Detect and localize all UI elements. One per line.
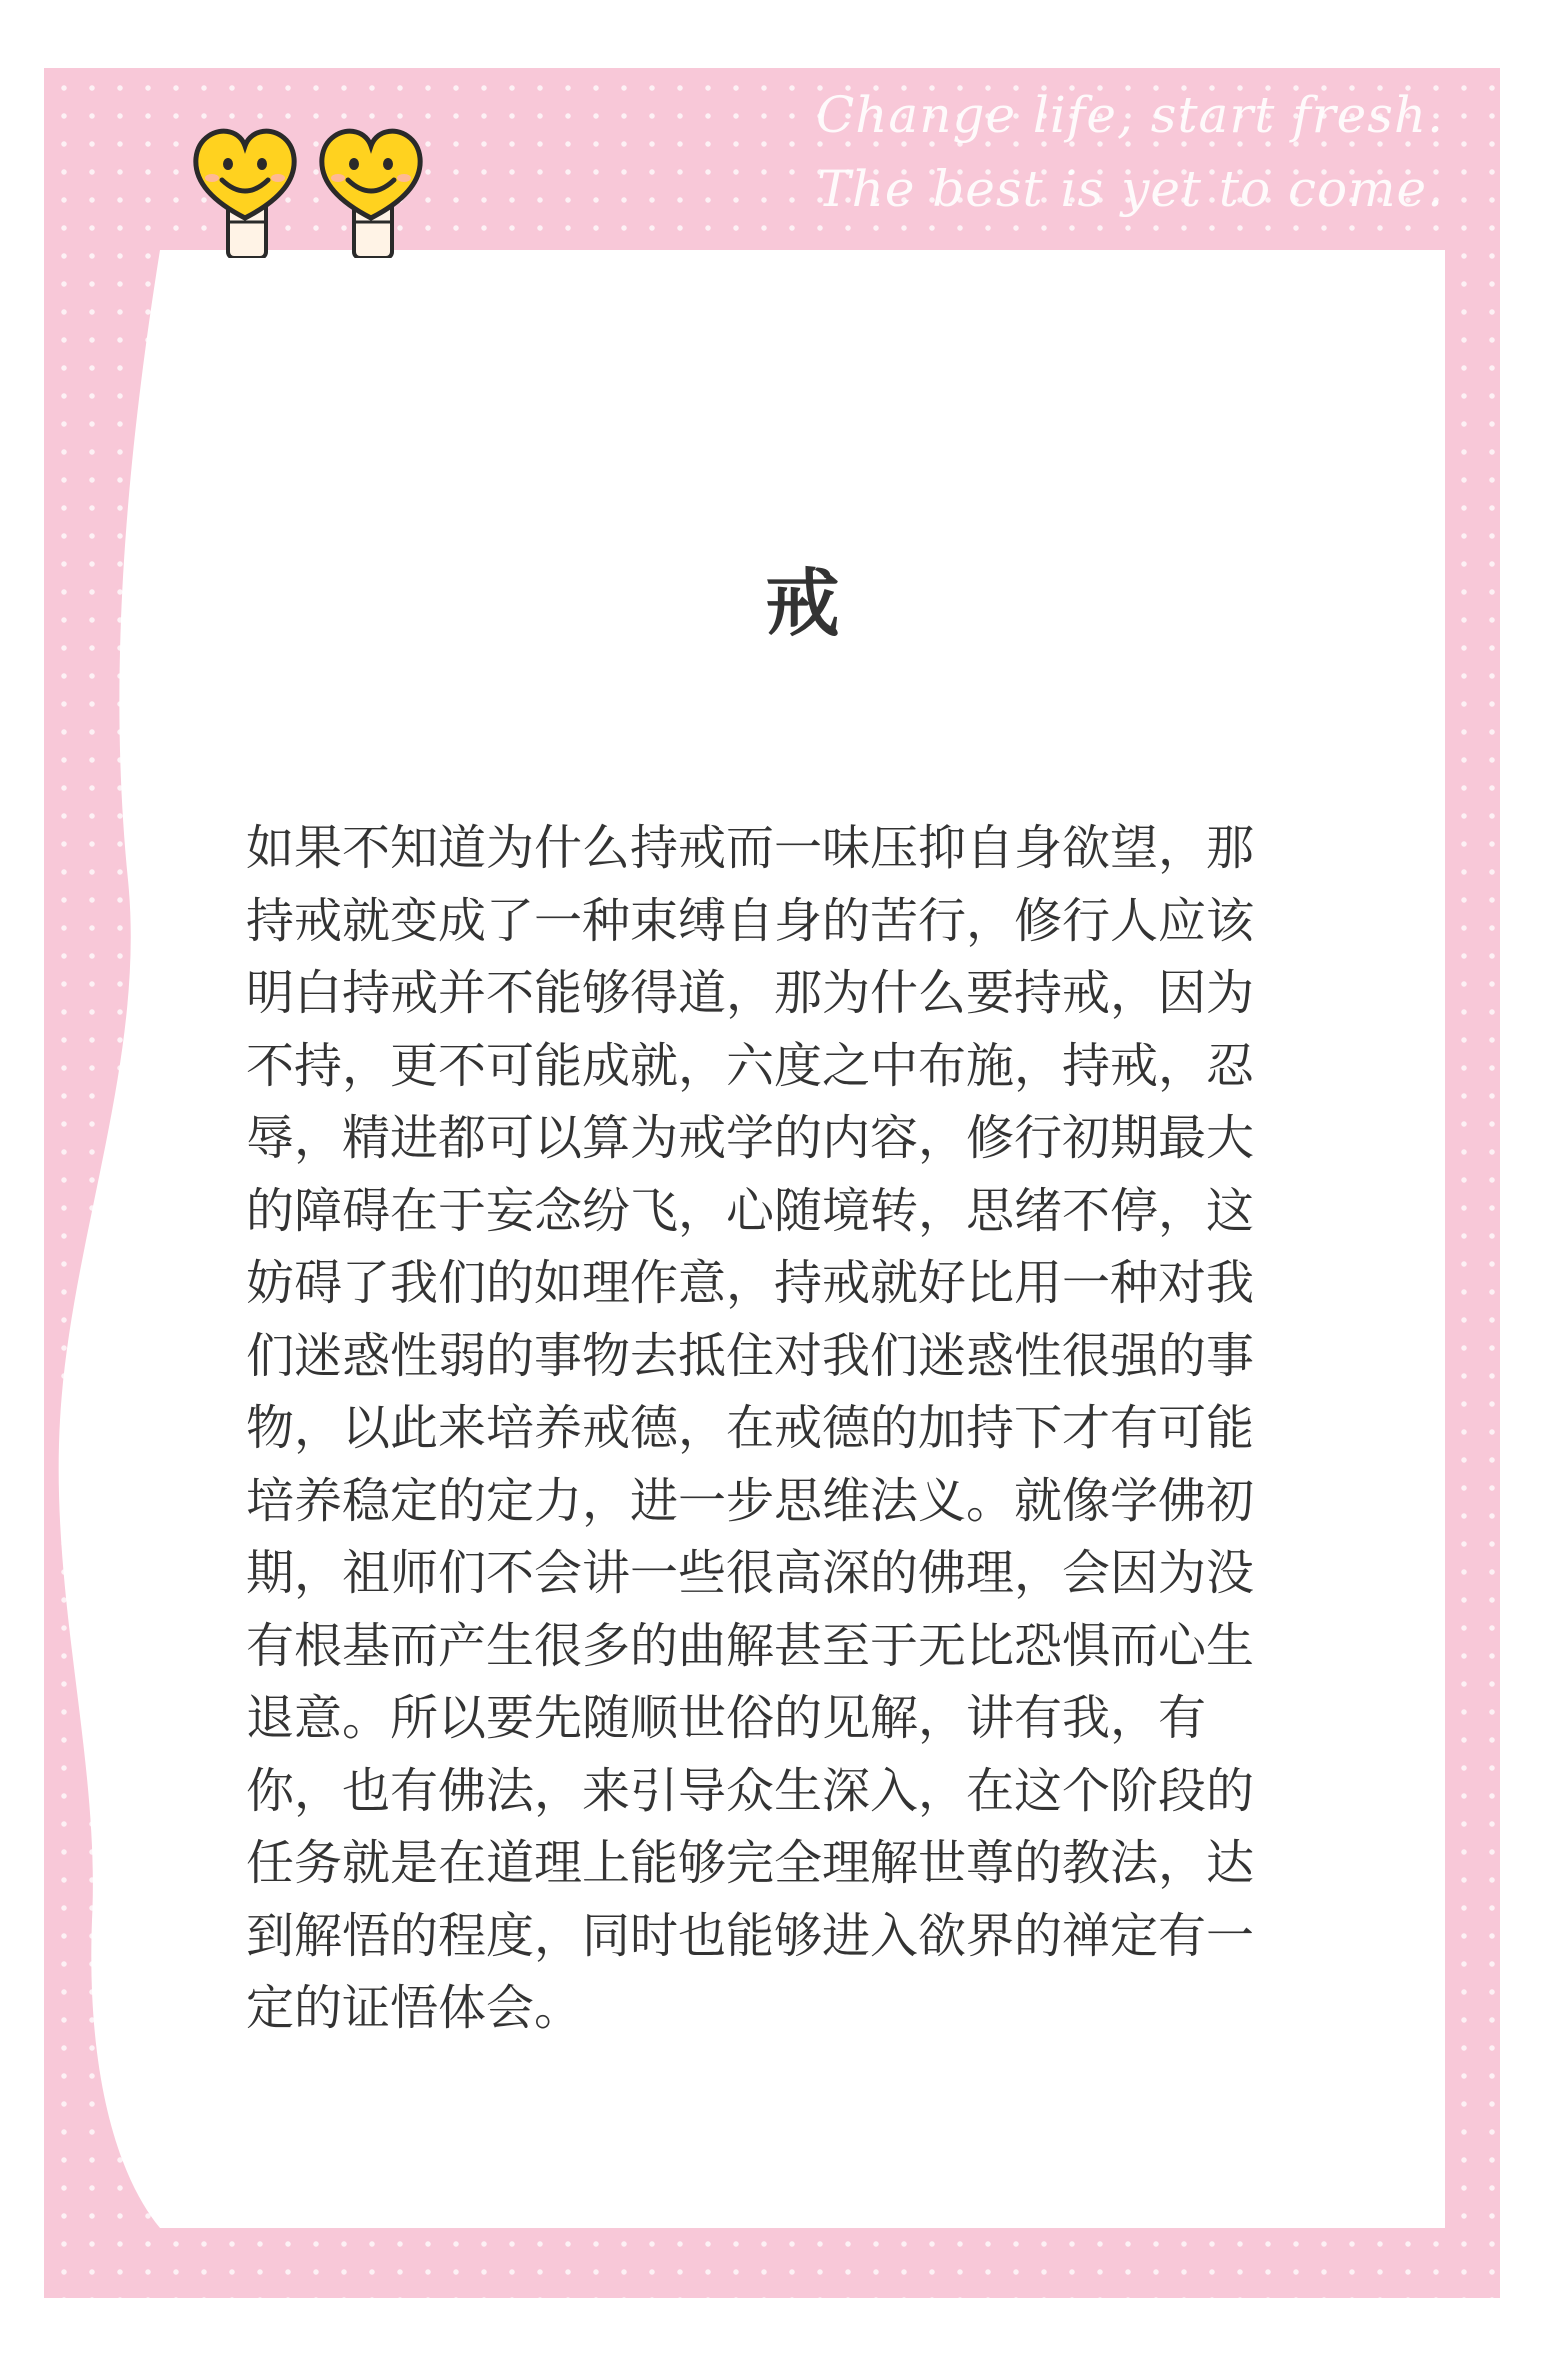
page-title: 戒 xyxy=(765,561,840,647)
motto-line-1: Change life, start fresh. xyxy=(815,86,1444,144)
body-line: 期，祖师们不会讲一些很高深的佛理，会因为没 xyxy=(246,1545,1255,1601)
body-line: 有根基而产生很多的曲解甚至于无比恐惧而心生 xyxy=(246,1617,1255,1674)
body-line: 们迷惑性弱的事物去抵住对我们迷惑性很强的事 xyxy=(246,1327,1255,1384)
smiley-heart-icon xyxy=(190,122,300,258)
body-line: 不持，更不可能成就，六度之中布施，持戒，忍 xyxy=(246,1037,1255,1094)
smiley-heart-icon xyxy=(316,122,426,258)
body-line: 辱，精进都可以算为戒学的内容，修行初期最大 xyxy=(246,1110,1255,1166)
motto-text xyxy=(724,78,1444,226)
article-body xyxy=(246,812,1346,2045)
body-line: 定的证悟体会。 xyxy=(246,1980,583,2036)
body-line: 如果不知道为什么持戒而一味压抑自身欲望，那 xyxy=(246,820,1255,876)
body-line: 任务就是在道理上能够完全理解世尊的教法，达 xyxy=(246,1835,1255,1891)
body-line: 退意。所以要先随顺世俗的见解，讲有我，有 xyxy=(246,1690,1207,1746)
body-line: 妨碍了我们的如理作意，持戒就好比用一种对我 xyxy=(246,1255,1255,1311)
body-line: 你，也有佛法，来引导众生深入，在这个阶段的 xyxy=(246,1762,1255,1819)
body-line: 培养稳定的定力，进一步思维法义。就像学佛初 xyxy=(246,1472,1255,1529)
body-line: 的障碍在于妄念纷飞，心随境转，思绪不停，这 xyxy=(246,1182,1255,1239)
body-line: 持戒就变成了一种束缚自身的苦行，修行人应该 xyxy=(246,892,1255,949)
body-line: 物，以此来培养戒德，在戒德的加持下才有可能 xyxy=(246,1400,1255,1456)
body-line: 到解悟的程度，同时也能够进入欲界的禅定有一 xyxy=(246,1907,1255,1964)
motto-line-2: The best is yet to come. xyxy=(817,160,1444,218)
body-line: 明白持戒并不能够得道，那为什么要持戒，因为 xyxy=(246,965,1255,1021)
